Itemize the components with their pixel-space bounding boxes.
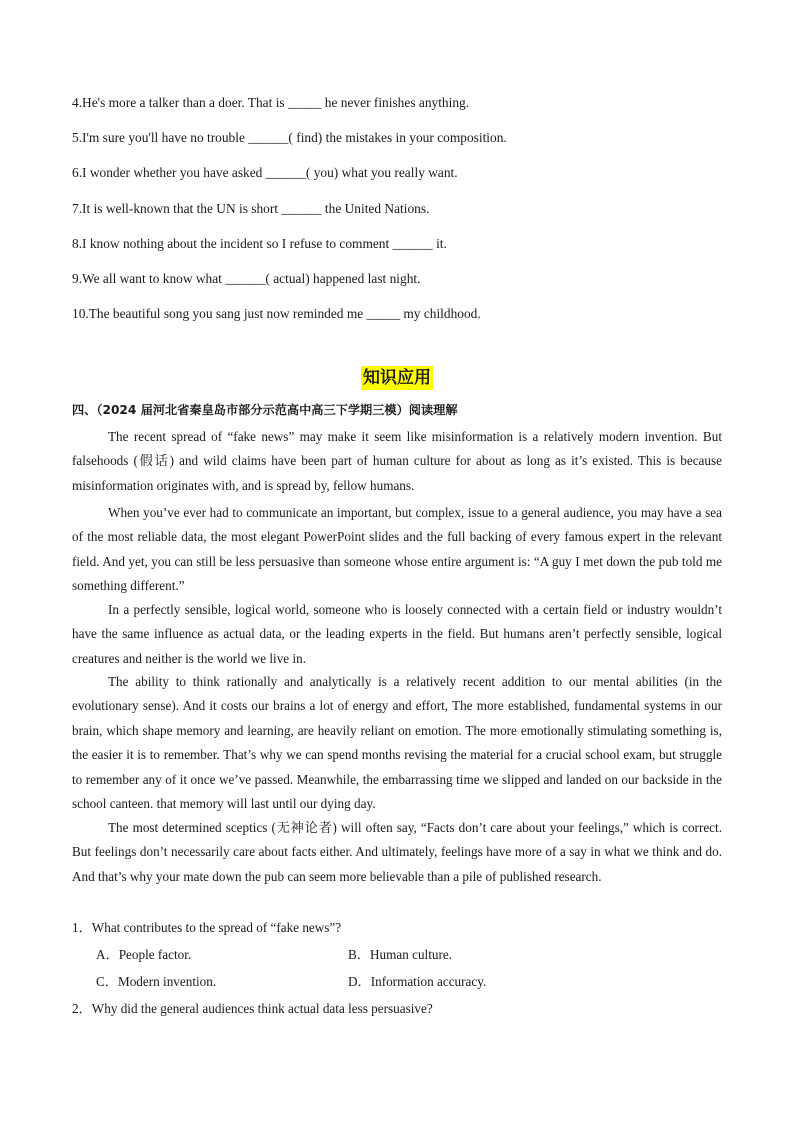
question-1-option-a: A．People factor. — [96, 947, 192, 962]
exercise-7: 7.It is well-known that the UN is short ______ the United Nations. — [72, 201, 430, 216]
question-1-option-c: C．Modern invention. — [96, 974, 217, 989]
passage-paragraph-1: The recent spread of “fake news” may make it seem like misinformation is a relatively modern invention. But falsehoods (假话) and wild claims have been part of human culture for about as long as it’s existed. This is because misinformation originates with, and is spread by, fellow humans. — [72, 429, 722, 493]
question-1-stem: 1．What contributes to the spread of “fake news”? — [72, 920, 342, 935]
passage-paragraph-5: The most determined sceptics (无神论者) will often say, “Facts don’t care about your feelings,” which is correct. But feelings don’t necessarily care about facts either. And ultimately, feelings have more of a say in what we think and do. And that’s why your mate down the pub can seem more believable than a pile of published research. — [72, 820, 722, 884]
question-2-stem: 2．Why did the general audiences think actual data less persuasive? — [72, 1001, 433, 1016]
passage-paragraph-4: The ability to think rationally and analytically is a relatively recent addition to our mental abilities (in the evolutionary sense). And it costs our brains a lot of energy and effort, The more established, fundamental systems in our brain, which shape memory and learning, are heavily reliant on emotion. The more emotionally stimulating something is, the easier it is to remember. That’s why we can spend months revising the material for a crucial school exam, but struggle to remember any of it once we’ve passed. Meanwhile, the embarrassing time we slipped and landed on our backside in the school canteen. that memory will last until our dying day. — [72, 674, 722, 812]
exercise-4: 4.He's more a talker than a doer. That is _____ he never finishes anything. — [72, 95, 470, 110]
passage-paragraph-3: In a perfectly sensible, logical world, someone who is loosely connected with a certain field or industry wouldn’t have the same influence as actual data, or the leading experts in the field. But humans aren’t perfectly sensible, logical creatures and neither is the world we live in. — [72, 602, 722, 666]
question-1-option-b: B．Human culture. — [348, 947, 453, 962]
exercise-10: 10.The beautiful song you sang just now reminded me _____ my childhood. — [72, 306, 481, 321]
passage-paragraph-2: When you’ve ever had to communicate an important, but complex, issue to a general audience, you may have a sea of the most reliable data, the most elegant PowerPoint slides and the full backing of every famous expert in the relevant field. And yet, you can still be less persuasive than someone whose entire argument is: “A guy I met down the pub told me something different.” — [72, 505, 722, 594]
section-heading-wrap — [0, 366, 794, 390]
exercise-8: 8.I know nothing about the incident so I refuse to comment ______ it. — [72, 236, 447, 251]
section-title: 四、（2024 届河北省秦皇岛市部分示范高中高三下学期三模）阅读理解 — [72, 403, 458, 417]
exercise-9: 9.We all want to know what ______( actual) happened last night. — [72, 271, 421, 286]
exercise-5: 5.I'm sure you'll have no trouble ______( find) the mistakes in your composition. — [72, 130, 507, 145]
section-heading: 知识应用 — [363, 368, 431, 388]
question-1-option-d: D．Information accuracy. — [348, 974, 487, 989]
exercise-6: 6.I wonder whether you have asked ______( you) what you really want. — [72, 165, 458, 180]
